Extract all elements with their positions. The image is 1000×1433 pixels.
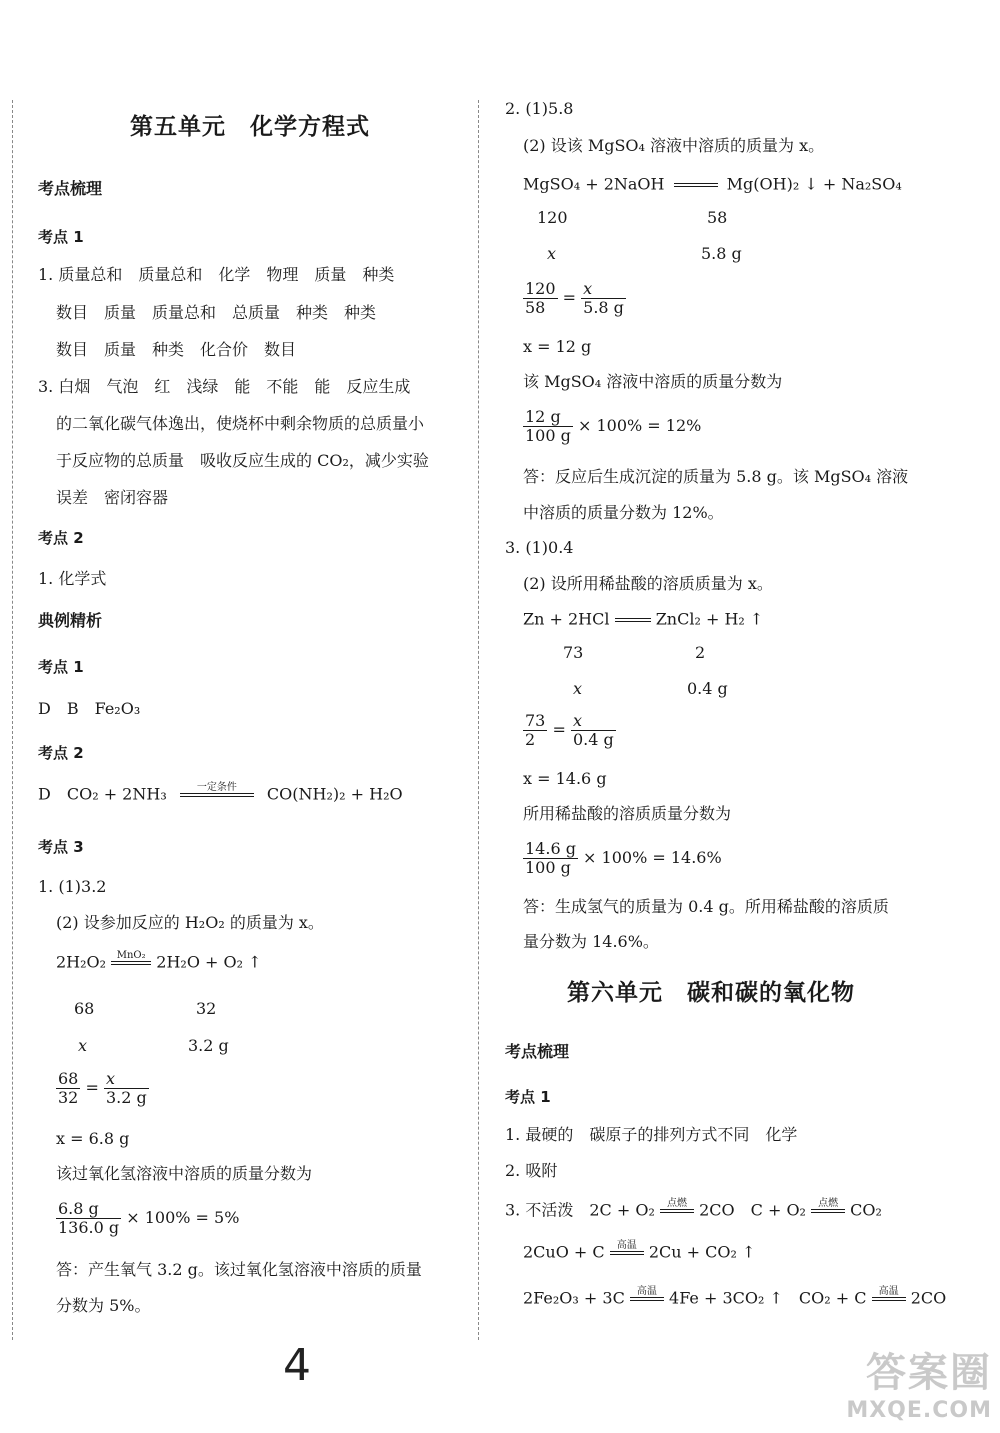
answer-line: 误差 密闭容器 [56,488,169,507]
equation-line [523,172,902,198]
reaction-condition: 高温 [616,1240,637,1251]
answer-line: 于反应物的总质量 吸收反应生成的 CO₂，减少实验 [56,451,429,470]
equals-sign: = [552,720,566,739]
topic-label: 考点 1 [38,228,84,246]
equation-reactants: 2Fe₂O₃ + 3C [523,1288,625,1308]
answer-line: 该 MgSO₄ 溶液中溶质的质量分数为 [523,372,783,391]
fraction: $\frac{73}{2}$ [525,711,546,749]
reaction-condition: MnO₂ [116,950,146,961]
reaction-condition: 高温 [878,1286,899,1297]
topic-label: 考点 2 [38,744,84,762]
equation-products: CO₂ [850,1200,882,1220]
answer-line: 中溶质的质量分数为 12%。 [523,503,724,522]
topic-label: 考点 1 [505,1088,551,1106]
equation-reactants: 2H₂O₂ [56,952,107,972]
answer-line: 的二氧化碳气体逸出，使烧杯中剩余物质的总质量小 [56,414,425,433]
ratio-value: x [78,1036,88,1055]
reaction-condition-sign [630,1286,664,1312]
answer-line: (2) 设所用稀盐酸的溶质质量为 x。 [523,574,773,593]
ratio-value: 5.8 g [701,244,742,263]
proportion-line [523,712,616,749]
equation-products: Mg(OH)₂ ↓ + Na₂SO₄ [726,174,902,194]
watermark-logo-text: 答案圈 [866,1350,992,1396]
reaction-equals-sign [674,172,718,198]
ratio-value: 3.2 g [188,1036,229,1055]
reaction-condition: 点燃 [666,1198,687,1209]
fraction: $\frac{120}{58}$ [525,279,556,317]
answer-line: 分数为 5%。 [56,1296,151,1315]
answer-line: x = 12 g [523,337,592,356]
ratio-value: x [547,244,557,263]
answer-line: 答：产生氧气 3.2 g。该过氧化氢溶液中溶质的质量 [56,1260,422,1279]
reaction-equals-sign [615,607,651,633]
equation-products: 2CO [910,1288,947,1308]
answer-line: 2. (1)5.8 [505,99,574,118]
ratio-value: 73 [563,643,584,662]
equation-line [523,1286,946,1312]
percentage-line [56,1200,239,1237]
equals-sign: = [562,288,577,307]
fraction: $\frac{6.8 g}{136.0 g}$ [58,1199,120,1237]
equation-products: 2H₂O + O₂ ↑ [156,952,262,972]
ratio-value: 0.4 g [687,679,728,698]
answer-line: 3. 白烟 气泡 红 浅绿 能 不能 能 反应生成 [38,377,411,396]
percentage-result: × 100% = 5% [126,1208,240,1227]
reaction-condition-sign [811,1198,845,1224]
equation-text: 4Fe + 3CO₂ ↑ CO₂ + C [669,1288,867,1308]
watermark-url: MXQE.COM [846,1398,992,1423]
reaction-condition: 一定条件 [196,782,237,793]
fraction: $\frac{x}{0.4 g}$ [572,711,614,749]
equation-reactants: 2CuO + C [523,1242,605,1262]
answer-line: 该过氧化氢溶液中溶质的质量分数为 [56,1164,313,1183]
ratio-value: x [573,679,583,698]
watermark [846,1341,992,1423]
handwritten-page-number: 4 [283,1340,311,1391]
equation-line [523,1240,755,1266]
answer-line: D B Fe₂O₃ [38,699,141,718]
fraction: $\frac{12 g}{100 g}$ [525,407,571,445]
proportion-line [56,1070,149,1107]
answer-line: 数目 质量 种类 化合价 数目 [56,340,297,359]
answer-line: 2. 吸附 [505,1161,558,1180]
percentage-line [523,840,722,877]
section-heading: 考点梳理 [505,1042,570,1061]
answer-line: 1. (1)3.2 [38,877,107,896]
answer-line: 3. (1)0.4 [505,538,574,557]
topic-label: 考点 2 [38,529,84,547]
section-heading: 考点梳理 [38,179,103,198]
fraction: $\frac{14.6 g}{100 g}$ [525,839,576,877]
answer-line: 量分数为 14.6%。 [523,932,659,951]
section-heading: 典例精析 [38,611,103,630]
unit-5-title: 第五单元 化学方程式 [130,114,370,140]
topic-label: 考点 1 [38,658,84,676]
answer-line: 数目 质量 质量总和 总质量 种类 种类 [56,303,377,322]
ratio-value: 2 [695,643,706,662]
answer-line: 答：反应后生成沉淀的质量为 5.8 g。该 MgSO₄ 溶液 [523,467,909,486]
reaction-condition-sign [180,782,254,808]
fraction: $\frac{x}{5.8 g}$ [583,279,624,317]
equation-reactants: 3. 不活泼 2C + O₂ [505,1200,655,1220]
equation-products: CO(NH₂)₂ + H₂O [266,784,403,804]
answer-line: 答：生成氢气的质量为 0.4 g。所用稀盐酸的溶质质 [523,897,889,916]
left-margin-divider [12,100,13,1340]
percentage-line [523,408,701,445]
equation-text: 2CO C + O₂ [699,1200,806,1220]
equation-line [523,607,763,633]
answer-line: 1. 质量总和 质量总和 化学 物理 质量 种类 [38,265,395,284]
equation-line [505,1198,882,1224]
reaction-condition: 点燃 [818,1198,839,1209]
equation-products: ZnCl₂ + H₂ ↑ [655,609,764,629]
percentage-result: × 100% = 14.6% [583,848,722,867]
answer-line: x = 6.8 g [56,1129,130,1148]
equation-reactants: MgSO₄ + 2NaOH [523,174,665,194]
center-column-divider [478,100,479,1340]
answer-line: x = 14.6 g [523,769,607,788]
reaction-condition: 高温 [636,1286,657,1297]
equation-line [56,950,262,976]
answer-line: (2) 设该 MgSO₄ 溶液中溶质的质量为 x。 [523,136,825,155]
ratio-value: 58 [707,208,728,227]
topic-label: 考点 3 [38,838,84,856]
proportion-line [523,280,626,317]
equation-reactants: Zn + 2HCl [523,609,610,629]
ratio-value: 68 [74,999,95,1018]
equals-sign: = [85,1078,99,1097]
unit-6-title: 第六单元 碳和碳的氧化物 [567,980,855,1006]
equation-reactants: D CO₂ + 2NH₃ [38,784,167,804]
answer-line: (2) 设参加反应的 H₂O₂ 的质量为 x。 [56,913,324,932]
fraction: $\frac{68}{32}$ [58,1069,79,1107]
ratio-value: 120 [537,208,568,227]
equation-products: 2Cu + CO₂ ↑ [648,1242,756,1262]
equation-line [38,782,403,808]
reaction-condition-sign [872,1286,906,1312]
answer-line: 所用稀盐酸的溶质质量分数为 [523,804,732,823]
reaction-condition-sign [111,950,151,976]
fraction: $\frac{x}{3.2 g}$ [105,1069,147,1107]
answer-line: 1. 化学式 [38,569,107,588]
reaction-condition-sign [610,1240,644,1266]
percentage-result: × 100% = 12% [577,416,702,435]
reaction-condition-sign [660,1198,694,1224]
answer-line: 1. 最硬的 碳原子的排列方式不同 化学 [505,1125,798,1144]
ratio-value: 32 [196,999,217,1018]
